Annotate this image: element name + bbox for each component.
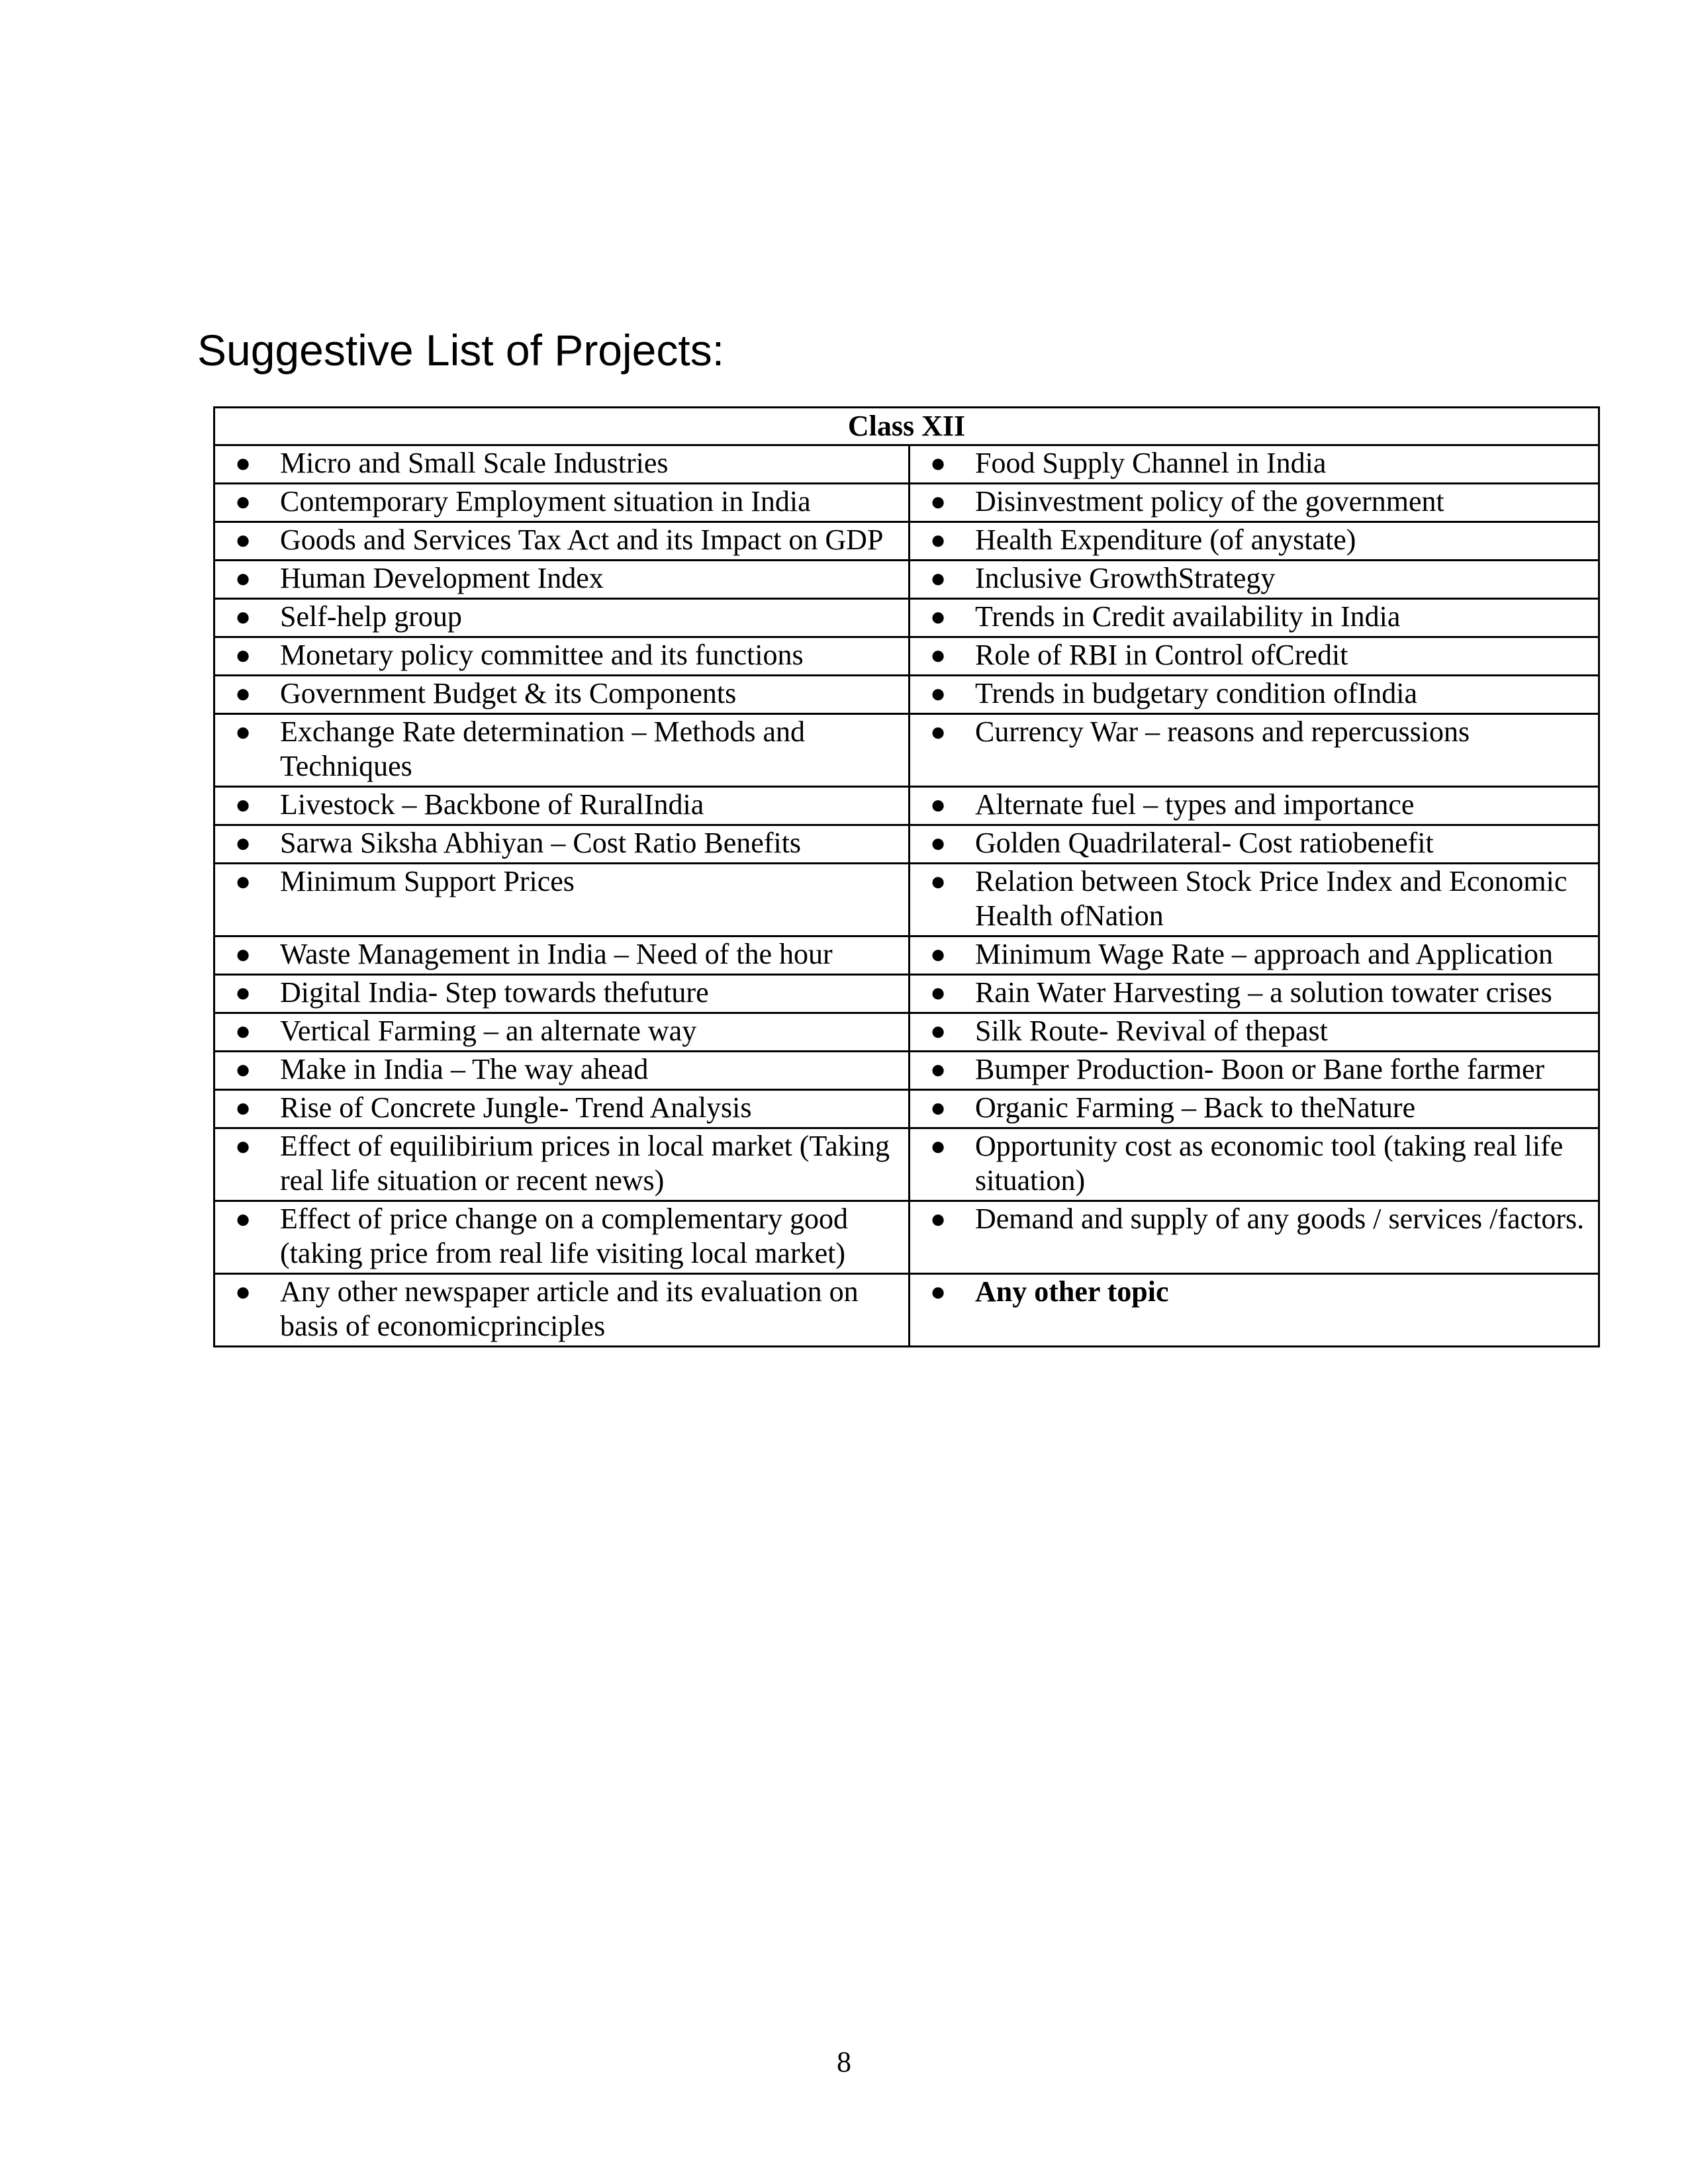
project-cell-right — [910, 1052, 1599, 1090]
project-topic: Monetary policy committee and its functions — [280, 639, 804, 671]
project-cell-right — [910, 522, 1599, 561]
project-topic: Goods and Services Tax Act and its Impact on GDP — [280, 523, 884, 556]
bullet-icon: ● — [235, 640, 252, 670]
table-row — [214, 825, 1599, 864]
bullet-icon: ● — [930, 1204, 947, 1234]
project-topic: Contemporary Employment situation in India — [280, 485, 811, 518]
table-row — [214, 637, 1599, 676]
project-cell-right — [910, 787, 1599, 825]
table-header-row — [214, 408, 1599, 445]
bullet-icon: ● — [235, 1054, 252, 1084]
bullet-icon: ● — [235, 525, 252, 555]
bullet-icon: ● — [235, 978, 252, 1007]
bullet-icon: ● — [930, 448, 947, 478]
table-row — [214, 975, 1599, 1013]
bullet-icon: ● — [235, 1131, 252, 1161]
table-row — [214, 1090, 1599, 1128]
project-topic: Opportunity cost as economic tool (taking real life situation) — [975, 1130, 1564, 1197]
bullet-icon: ● — [235, 1016, 252, 1046]
project-topic: Human Development Index — [280, 562, 604, 594]
bullet-icon: ● — [235, 678, 252, 708]
project-cell-left — [214, 1052, 910, 1090]
table-row — [214, 936, 1599, 975]
project-cell-right — [910, 975, 1599, 1013]
table-row — [214, 864, 1599, 936]
project-topic: Effect of price change on a complementary good (taking price from real life visiting local market) — [280, 1203, 849, 1269]
project-topic: Minimum Wage Rate – approach and Application — [975, 938, 1553, 970]
table-row — [214, 1274, 1599, 1347]
table-row — [214, 445, 1599, 484]
project-rows — [214, 445, 1599, 1347]
table-row — [214, 676, 1599, 714]
project-topic: Golden Quadrilateral- Cost ratiobenefit — [975, 827, 1434, 859]
project-topic: Organic Farming – Back to theNature — [975, 1091, 1416, 1124]
bullet-icon: ● — [235, 602, 252, 631]
bullet-icon: ● — [930, 525, 947, 555]
bullet-icon: ● — [235, 939, 252, 969]
bullet-icon: ● — [930, 563, 947, 593]
bullet-icon: ● — [235, 448, 252, 478]
project-topic: Rain Water Harvesting – a solution towater crises — [975, 976, 1552, 1009]
bullet-icon: ● — [235, 790, 252, 819]
table-row — [214, 599, 1599, 637]
project-cell-right — [910, 864, 1599, 936]
project-cell-right — [910, 599, 1599, 637]
project-cell-right — [910, 1274, 1599, 1347]
project-cell-left — [214, 975, 910, 1013]
project-cell-right — [910, 676, 1599, 714]
project-cell-left — [214, 1090, 910, 1128]
project-topic: Any other topic — [975, 1275, 1169, 1308]
bullet-icon: ● — [235, 563, 252, 593]
project-topic: Trends in Credit availability in India — [975, 600, 1401, 633]
bullet-icon: ● — [930, 602, 947, 631]
project-cell-right — [910, 445, 1599, 484]
bullet-icon: ● — [930, 828, 947, 858]
project-cell-left — [214, 522, 910, 561]
bullet-icon: ● — [235, 1204, 252, 1234]
project-topic: Relation between Stock Price Index and Economic Health ofNation — [975, 865, 1568, 932]
project-cell-right — [910, 825, 1599, 864]
project-topic: Make in India – The way ahead — [280, 1053, 649, 1085]
bullet-icon: ● — [930, 717, 947, 747]
project-topic: Trends in budgetary condition ofIndia — [975, 677, 1418, 709]
bullet-icon: ● — [930, 678, 947, 708]
project-topic: Role of RBI in Control ofCredit — [975, 639, 1348, 671]
project-topic: Exchange Rate determination – Methods and Techniques — [280, 715, 805, 782]
project-topic: Disinvestment policy of the government — [975, 485, 1444, 518]
project-cell-right — [910, 561, 1599, 599]
project-cell-left — [214, 676, 910, 714]
bullet-icon: ● — [930, 1016, 947, 1046]
project-cell-left — [214, 637, 910, 676]
project-cell-left — [214, 825, 910, 864]
project-topic: Digital India- Step towards thefuture — [280, 976, 709, 1009]
bullet-icon: ● — [930, 1277, 947, 1306]
project-cell-right — [910, 1128, 1599, 1201]
class-header: Class XII — [214, 408, 1599, 445]
project-cell-left — [214, 1201, 910, 1274]
bullet-icon: ● — [235, 486, 252, 516]
bullet-icon: ● — [930, 939, 947, 969]
table-row — [214, 1013, 1599, 1052]
project-cell-left — [214, 1128, 910, 1201]
project-cell-left — [214, 787, 910, 825]
bullet-icon: ● — [930, 790, 947, 819]
bullet-icon: ● — [930, 640, 947, 670]
bullet-icon: ● — [235, 717, 252, 747]
project-topic: Livestock – Backbone of RuralIndia — [280, 788, 704, 821]
bullet-icon: ● — [235, 866, 252, 896]
table-row — [214, 714, 1599, 787]
project-topic: Any other newspaper article and its evaluation on basis of economicprinciples — [280, 1275, 859, 1342]
project-cell-right — [910, 484, 1599, 522]
project-cell-left — [214, 714, 910, 787]
project-topic: Rise of Concrete Jungle- Trend Analysis — [280, 1091, 752, 1124]
project-topic: Government Budget & its Components — [280, 677, 737, 709]
project-topic: Effect of equilibirium prices in local market (Taking real life situation or recent news) — [280, 1130, 890, 1197]
bullet-icon: ● — [235, 1277, 252, 1306]
bullet-icon: ● — [235, 828, 252, 858]
table-row — [214, 522, 1599, 561]
page-title: Suggestive List of Projects: — [197, 326, 725, 375]
project-topic: Silk Route- Revival of thepast — [975, 1015, 1328, 1047]
project-topic: Currency War – reasons and repercussions — [975, 715, 1470, 748]
project-topic: Self-help group — [280, 600, 462, 633]
project-topic: Minimum Support Prices — [280, 865, 575, 897]
project-cell-right — [910, 1090, 1599, 1128]
project-topic: Vertical Farming – an alternate way — [280, 1015, 697, 1047]
table-row — [214, 787, 1599, 825]
table-row — [214, 484, 1599, 522]
project-cell-right — [910, 936, 1599, 975]
projects-table — [213, 406, 1600, 1347]
project-topic: Micro and Small Scale Industries — [280, 447, 669, 479]
project-topic: Inclusive GrowthStrategy — [975, 562, 1276, 594]
project-topic: Demand and supply of any goods / services /factors. — [975, 1203, 1585, 1235]
project-cell-left — [214, 1013, 910, 1052]
project-cell-left — [214, 599, 910, 637]
bullet-icon: ● — [930, 978, 947, 1007]
bullet-icon: ● — [930, 1093, 947, 1122]
project-topic: Food Supply Channel in India — [975, 447, 1327, 479]
table-row — [214, 1128, 1599, 1201]
project-cell-left — [214, 445, 910, 484]
project-cell-left — [214, 936, 910, 975]
table-row — [214, 1052, 1599, 1090]
page-number: 8 — [837, 2046, 851, 2078]
project-cell-left — [214, 561, 910, 599]
bullet-icon: ● — [930, 1131, 947, 1161]
project-cell-right — [910, 637, 1599, 676]
bullet-icon: ● — [930, 1054, 947, 1084]
project-cell-left — [214, 1274, 910, 1347]
project-topic: Waste Management in India – Need of the hour — [280, 938, 833, 970]
bullet-icon: ● — [930, 486, 947, 516]
project-topic: Alternate fuel – types and importance — [975, 788, 1415, 821]
project-cell-right — [910, 714, 1599, 787]
bullet-icon: ● — [930, 866, 947, 896]
bullet-icon: ● — [235, 1093, 252, 1122]
project-cell-right — [910, 1013, 1599, 1052]
table-row — [214, 1201, 1599, 1274]
project-topic: Sarwa Siksha Abhiyan – Cost Ratio Benefits — [280, 827, 802, 859]
project-topic: Bumper Production- Boon or Bane forthe farmer — [975, 1053, 1545, 1085]
project-topic: Health Expenditure (of anystate) — [975, 523, 1356, 556]
table-row — [214, 561, 1599, 599]
project-cell-right — [910, 1201, 1599, 1274]
project-cell-left — [214, 484, 910, 522]
project-cell-left — [214, 864, 910, 936]
